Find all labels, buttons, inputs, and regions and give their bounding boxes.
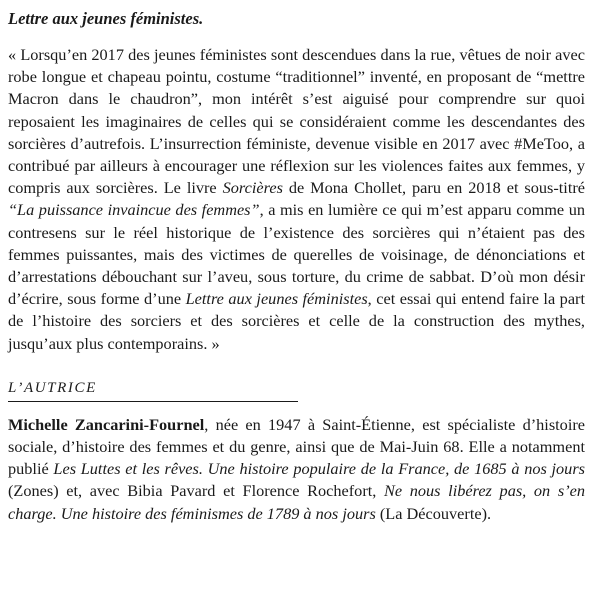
book-reference-luttes: Les Luttes et les rêves. Une histoire populaire de la France, de 1685 à nos jours [53, 459, 585, 479]
bio-text-1: , née en 1947 à Saint-Étienne, est spécialiste d’histoire sociale, d’histoire des femmes et du genre, ainsi que de Mai-Juin 68. Elle a notamment publié [8, 414, 585, 479]
author-bio [8, 414, 585, 525]
author-section-heading: L’AUTRICE [8, 378, 298, 402]
book-title: Lettre aux jeunes féministes. [8, 9, 204, 28]
bio-text-3: (La Découverte). [375, 503, 492, 523]
book-reference-feminismes: Ne nous libérez pas, on s’en charge. Une histoire des féminismes de 1789 à nos jours [8, 481, 585, 523]
quote-text-2: de Mona Chollet, paru en 2018 et sous-titré [282, 178, 586, 198]
book-reference-sorcieres: Sorcières [222, 178, 283, 198]
author-name: Michelle Zancarini-Fournel [8, 414, 205, 434]
back-cover-text [8, 8, 585, 541]
quote-text-1: « Lorsqu’en 2017 des jeunes féministes sont descendues dans la rue, vêtues de noir avec robe longue et chapeau pointu, costume “traditionnel” inventé, en proposant de “mettre Macron dans le chaudron”, mon intérêt s’est aiguisé pour comprendre sur quoi reposaient les imaginaires de celles qui se considéraient comme les descendantes des sorcières d’autrefois. L’insurrection féministe, devenue visible en 2017 avec #MeToo, a contribué par ailleurs à encourager une réflexion sur les violences faites aux femmes, y compris aux sorcières. Le livre [8, 45, 585, 198]
bio-text-2: (Zones) et, avec Bibia Pavard et Florence Rochefort, [8, 481, 384, 501]
book-reference-lettre: Lettre aux jeunes féministes [185, 289, 368, 309]
quote-text-3: , a mis en lumière ce qui m’est apparu comme un contresens sur le réel historique de l’existence des sorcières qui n’étaient pas des femmes puissantes, mais des victimes de querelles de voisinage, de dénonciations et d’arrestations débouchant sur l’aveu, sous torture, du crime de sabbat. D’où mon désir d’écrire, sous forme d’une [8, 200, 586, 309]
book-subtitle-reference: “La puissance invaincue des femmes” [8, 200, 260, 220]
quote-text-4: , cet essai qui entend faire la part de l’histoire des sorciers et des sorcières et celle de la construction des mythes, jusqu’aux plus contemporains. » [8, 289, 585, 353]
quote-paragraph [8, 44, 585, 355]
